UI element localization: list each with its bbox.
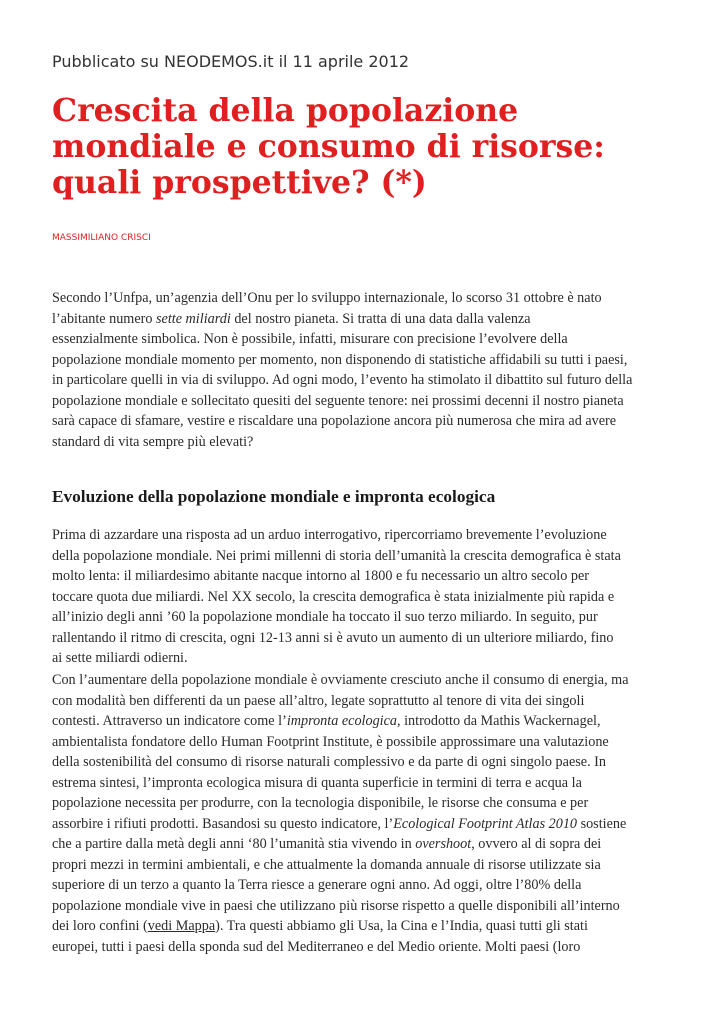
text-line [52, 711, 629, 732]
emphasis: overshoot [415, 836, 472, 852]
text-line: rallentando il ritmo di crescita, ogni 12-13 anni si è avuto un aumento di un ulteriore miliardo, fino [52, 629, 614, 646]
article-title [52, 93, 692, 201]
text-line [52, 916, 629, 937]
text-line: toccare quota due miliardi. Nel XX secolo, la crescita demografica è stata inizialmente più rapida e [52, 588, 615, 605]
section-heading: Evoluzione della popolazione mondiale e impronta ecologica [52, 487, 496, 506]
text-line: all’inizio degli anni ’60 la popolazione mondiale ha toccato il suo terzo miliardo. In seguito, pur [52, 609, 598, 625]
text-line: della sostenibilità del consumo di risorse naturali complessivo e da parte di ogni singolo paese. In [52, 754, 606, 770]
title-line: Crescita della popolazione [52, 92, 519, 129]
body-paragraph [52, 670, 629, 957]
text-line: ai sette miliardi odierni. [52, 650, 188, 666]
text-line: Con l’aumentare della popolazione mondiale è ovviamente cresciuto anche il consumo di energia, ma [52, 672, 629, 688]
text-line: popolazione mondiale e sollecitato quesiti del seguente tenore: nei prossimi decenni il nostro pianeta [52, 392, 624, 409]
text-line: popolazione necessita per produrre, con la tecnologia disponibile, le risorse che consuma e per [52, 795, 589, 811]
text-line: Secondo l’Unfpa, un’agenzia dell’Onu per lo sviluppo internazionale, lo scorso 31 ottobre è nato [52, 290, 602, 306]
text-run: sostiene [577, 815, 627, 832]
title-line: quali prospettive? (*) [52, 164, 427, 201]
map-link[interactable]: vedi Mappa [147, 918, 216, 934]
text-run: l’abitante numero [52, 310, 157, 327]
text-line: europei, tutti i paesi della sponda sud del Mediterraneo e del Medio oriente. Molti paesi (loro [52, 938, 581, 955]
emphasis: sette miliardi [156, 310, 231, 327]
text-line: con modalità ben differenti da un paese all’altro, legate soprattutto al tenore di vita dei singoli [52, 692, 585, 709]
author-byline: MASSIMILIANO CRISCI [52, 233, 151, 243]
text-line: in particolare quelli in via di sviluppo. Ad ogni modo, l’evento ha stimolato il dibattito sul futuro della [52, 372, 633, 388]
body-paragraph [52, 525, 621, 669]
text-line: sarà capace di sfamare, vestire e riscaldare una popolazione ancora più numerosa che mira ad avere [52, 413, 617, 429]
text-line: Prima di azzardare una risposta ad un arduo interrogativo, ripercorriamo brevemente l’evoluzione [52, 527, 607, 543]
text-line: estrema sintesi, l’impronta ecologica misura di quanta superficie in termini di terra e acqua la [52, 774, 582, 791]
text-line [52, 309, 632, 330]
text-run: dei loro confini ( [52, 918, 148, 934]
emphasis: Ecological Footprint Atlas 2010 [393, 815, 578, 832]
text-run: contesti. Attraverso un indicatore come l’ [52, 713, 287, 729]
text-line: propri mezzi in termini ambientali, e che attualmente la domanda annuale di risorse utilizzate sia [52, 856, 601, 873]
title-line: mondiale e consumo di risorse: [52, 128, 605, 165]
intro-paragraph [52, 288, 632, 452]
text-run: , ovvero al di sopra dei [471, 836, 602, 852]
text-line [52, 814, 629, 835]
text-run: del nostro pianeta. Si tratta di una data dalla valenza [230, 310, 531, 327]
text-line: della popolazione mondiale. Nei primi millenni di storia dell’umanità la crescita demografica è stata [52, 547, 621, 564]
published-line: Pubblicato su NEODEMOS.it il 11 aprile 2012 [52, 52, 410, 71]
text-line [52, 834, 629, 855]
text-line: standard di vita sempre più elevati? [52, 433, 254, 450]
text-run: assorbire i rifiuti prodotti. Basandosi su questo indicatore, l’ [52, 815, 394, 832]
text-line: essenzialmente simbolica. Non è possibile, infatti, misurare con precisione l’evolvere della [52, 331, 568, 347]
text-line: popolazione mondiale momento per momento, non disponendo di statistiche affidabili su tutti i paesi, [52, 351, 628, 368]
text-run: che a partire dalla metà degli anni ‘80 l’umanità stia vivendo in [52, 836, 416, 852]
text-run: ). Tra questi abbiamo gli Usa, la Cina e l’India, quasi tutti gli stati [215, 918, 588, 934]
text-run: , introdotto da Mathis Wackernagel, [397, 713, 601, 729]
text-line: superiore di un terzo a quanto la Terra riesce a generare ogni anno. Ad oggi, oltre l’80% della [52, 877, 582, 893]
text-line: popolazione mondiale vive in paesi che utilizzano più risorse rispetto a quelle disponibili all’interno [52, 897, 620, 914]
text-line: ambientalista fondatore dello Human Footprint Institute, è possibile approssimare una valutazione [52, 733, 609, 750]
text-line: molto lenta: il miliardesimo abitante nacque intorno al 1800 e fu necessario un altro secolo per [52, 568, 589, 584]
emphasis: impronta ecologica [286, 713, 398, 729]
